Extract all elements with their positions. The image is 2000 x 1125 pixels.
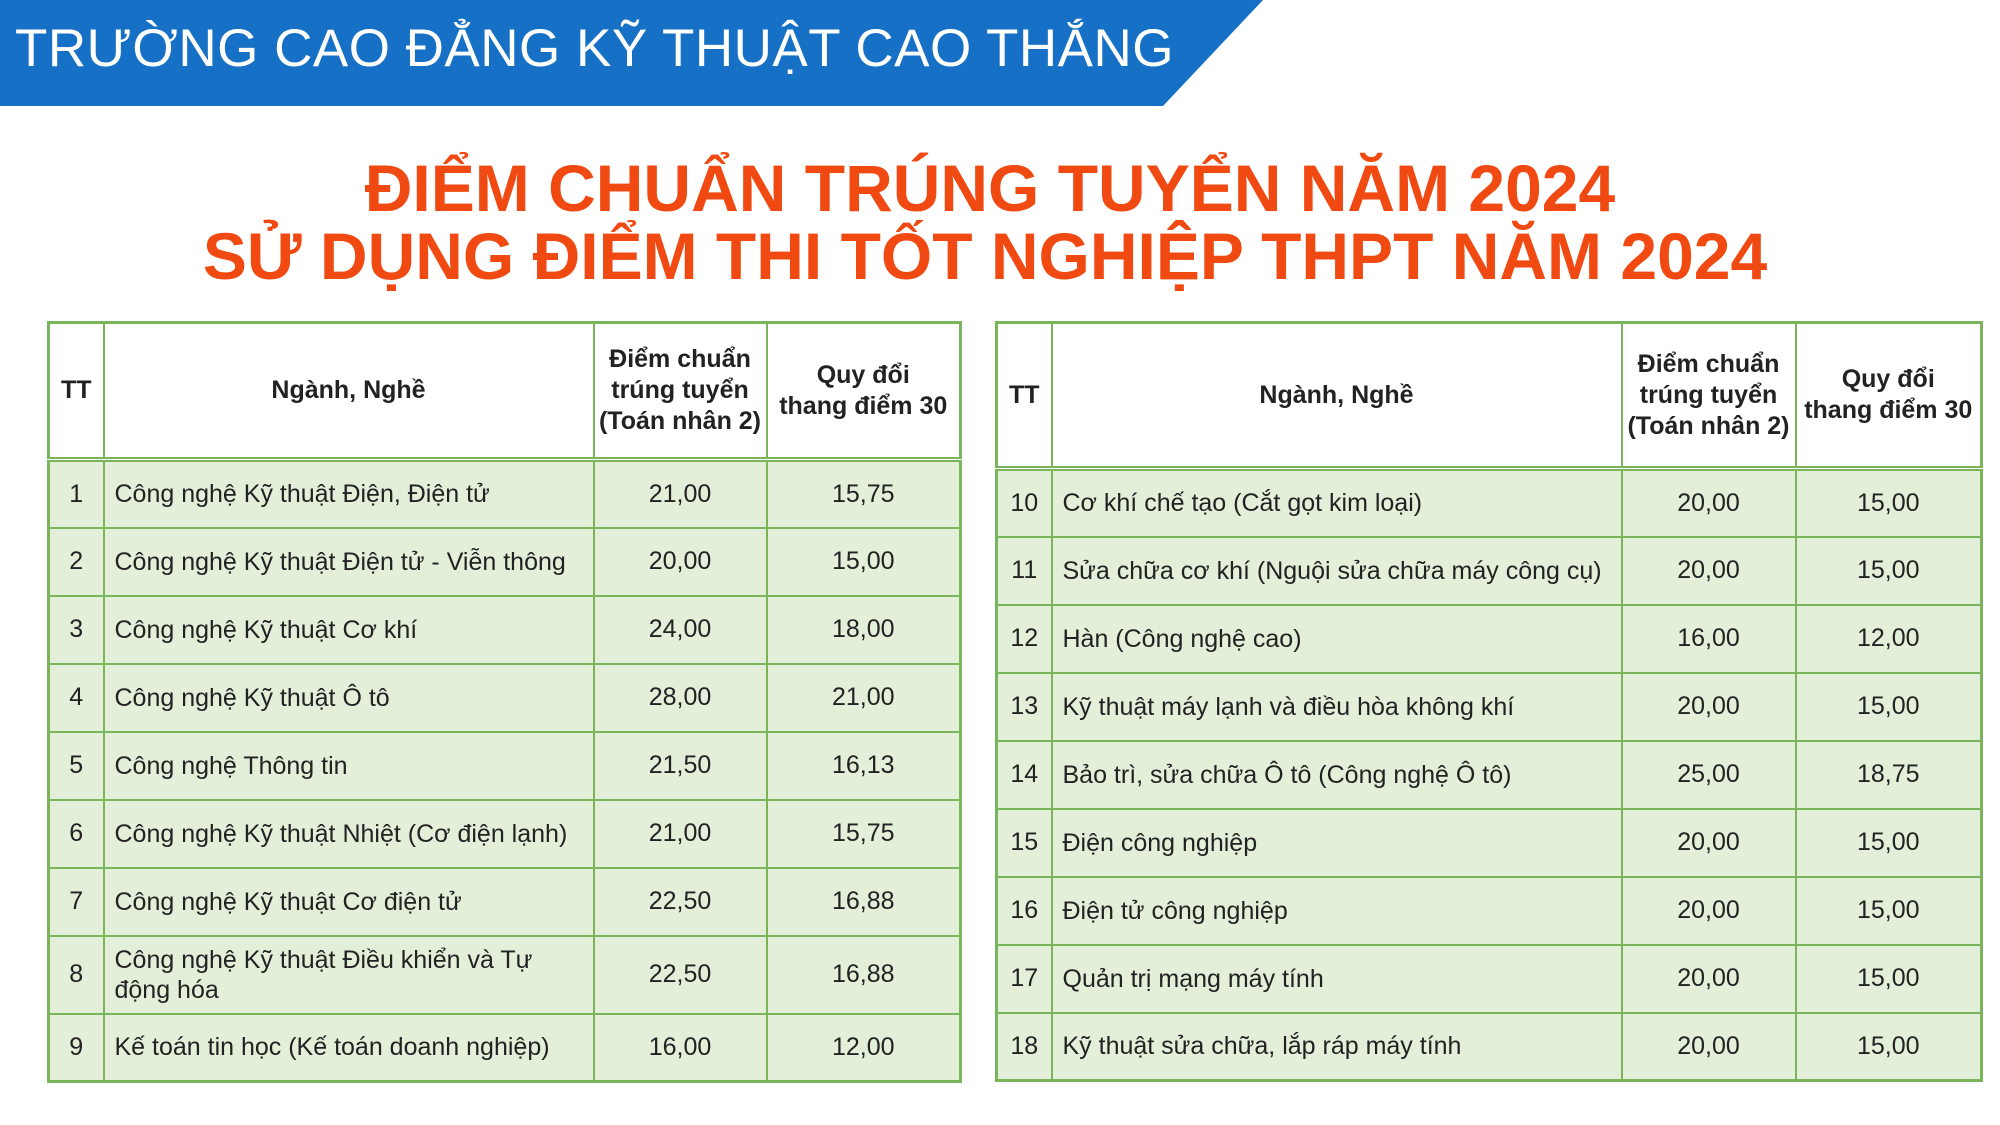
table-row	[997, 673, 1982, 741]
col-header-converted	[1796, 323, 1982, 469]
col-header-score-line3: (Toán nhân 2)	[1627, 411, 1790, 440]
row-converted: 12,00	[767, 1014, 961, 1082]
col-header-major: Ngành, Nghề	[1052, 323, 1622, 469]
page-title: ĐIỂM CHUẨN TRÚNG TUYỂN NĂM 2024	[364, 151, 1616, 225]
row-converted: 16,88	[767, 868, 961, 936]
row-major: Cơ khí chế tạo (Cắt gọt kim loại)	[1052, 469, 1622, 537]
school-name: TRƯỜNG CAO ĐẲNG KỸ THUẬT CAO THẮNG	[15, 19, 1175, 78]
table-row	[997, 809, 1982, 877]
row-major: Công nghệ Kỹ thuật Điện, Điện tử	[104, 460, 594, 528]
row-number: 11	[997, 537, 1052, 605]
col-header-major: Ngành, Nghề	[104, 323, 594, 460]
col-header-converted-line2: thang điểm 30	[779, 391, 948, 420]
row-major: Công nghệ Kỹ thuật Điện tử - Viễn thông	[104, 528, 594, 596]
row-score: 22,50	[594, 868, 767, 936]
row-number: 13	[997, 673, 1052, 741]
row-number: 2	[49, 528, 104, 596]
col-header-converted-line2: thang điểm 30	[1804, 396, 1973, 424]
row-score: 21,00	[594, 460, 767, 528]
row-converted: 15,75	[767, 800, 961, 868]
row-number: 9	[49, 1014, 104, 1082]
row-converted: 18,00	[767, 596, 961, 664]
row-score: 20,00	[1622, 945, 1796, 1013]
row-number: 17	[997, 945, 1052, 1013]
row-major: Công nghệ Kỹ thuật Điều khiển và Tự động hóa	[104, 936, 594, 1014]
row-major: Kế toán tin học (Kế toán doanh nghiệp)	[104, 1014, 594, 1082]
row-score: 20,00	[1622, 1013, 1796, 1081]
col-header-converted-line1: Quy đổi	[1841, 365, 1935, 393]
score-table-left	[47, 321, 962, 1083]
table-row	[49, 664, 961, 732]
row-number: 6	[49, 800, 104, 868]
col-header-score-line2: trúng tuyển	[1639, 380, 1778, 409]
row-number: 15	[997, 809, 1052, 877]
row-converted: 15,75	[767, 460, 961, 528]
row-number: 1	[49, 460, 104, 528]
row-number: 16	[997, 877, 1052, 945]
row-major: Hàn (Công nghệ cao)	[1052, 605, 1622, 673]
table-row	[997, 537, 1982, 605]
row-score: 20,00	[1622, 537, 1796, 605]
row-number: 4	[49, 664, 104, 732]
row-major: Điện công nghiệp	[1052, 809, 1622, 877]
row-converted: 12,00	[1796, 605, 1982, 673]
row-major: Công nghệ Kỹ thuật Nhiệt (Cơ điện lạnh)	[104, 800, 594, 868]
score-table-right	[995, 321, 1983, 1082]
table-header-row	[997, 323, 1982, 469]
row-score: 20,00	[1622, 673, 1796, 741]
row-score: 20,00	[1622, 877, 1796, 945]
row-number: 7	[49, 868, 104, 936]
row-converted: 16,13	[767, 732, 961, 800]
row-score: 16,00	[594, 1014, 767, 1082]
table-row	[997, 605, 1982, 673]
table-row	[49, 800, 961, 868]
row-converted: 15,00	[1796, 877, 1982, 945]
table-row	[997, 469, 1982, 537]
row-converted: 21,00	[767, 664, 961, 732]
row-score: 20,00	[1622, 469, 1796, 537]
row-score: 21,50	[594, 732, 767, 800]
row-major: Kỹ thuật máy lạnh và điều hòa không khí	[1052, 673, 1622, 741]
col-header-tt: TT	[49, 323, 104, 460]
row-number: 12	[997, 605, 1052, 673]
col-header-score-line1: Điểm chuẩn	[609, 345, 751, 373]
row-converted: 15,00	[1796, 945, 1982, 1013]
row-major: Kỹ thuật sửa chữa, lắp ráp máy tính	[1052, 1013, 1622, 1081]
col-header-score-line3: (Toán nhân 2)	[598, 407, 762, 435]
row-major: Công nghệ Kỹ thuật Ô tô	[104, 664, 594, 732]
table-row	[997, 877, 1982, 945]
col-header-converted	[767, 323, 961, 460]
row-converted: 15,00	[767, 528, 961, 596]
row-converted: 18,75	[1796, 741, 1982, 809]
col-header-score-line1: Điểm chuẩn	[1637, 349, 1780, 378]
col-header-converted-line1: Quy đổi	[816, 360, 910, 389]
row-score: 24,00	[594, 596, 767, 664]
row-major: Công nghệ Kỹ thuật Cơ điện tử	[104, 868, 594, 936]
table-row	[49, 460, 961, 528]
row-number: 10	[997, 469, 1052, 537]
table-row	[49, 936, 961, 1014]
row-number: 5	[49, 732, 104, 800]
table-row	[49, 1014, 961, 1082]
row-score: 20,00	[1622, 809, 1796, 877]
table-row	[49, 596, 961, 664]
row-score: 22,50	[594, 936, 767, 1014]
row-major: Công nghệ Thông tin	[104, 732, 594, 800]
row-number: 8	[49, 936, 104, 1014]
row-converted: 15,00	[1796, 809, 1982, 877]
row-score: 21,00	[594, 800, 767, 868]
row-major: Sửa chữa cơ khí (Nguội sửa chữa máy công cụ)	[1052, 537, 1622, 605]
col-header-score	[594, 323, 767, 460]
table-row	[49, 528, 961, 596]
row-major: Bảo trì, sửa chữa Ô tô (Công nghệ Ô tô)	[1052, 741, 1622, 809]
table-header-row	[49, 323, 961, 460]
row-converted: 15,00	[1796, 673, 1982, 741]
table-row	[49, 732, 961, 800]
row-score: 16,00	[1622, 605, 1796, 673]
row-score: 20,00	[594, 528, 767, 596]
table-row	[49, 868, 961, 936]
table-row	[997, 1013, 1982, 1081]
row-number: 18	[997, 1013, 1052, 1081]
col-header-score-line2: trúng tuyển	[611, 376, 749, 404]
row-converted: 15,00	[1796, 1013, 1982, 1081]
row-number: 3	[49, 596, 104, 664]
table-row	[997, 945, 1982, 1013]
row-converted: 16,88	[767, 936, 961, 1014]
row-converted: 15,00	[1796, 537, 1982, 605]
row-number: 14	[997, 741, 1052, 809]
row-major: Điện tử công nghiệp	[1052, 877, 1622, 945]
row-score: 25,00	[1622, 741, 1796, 809]
row-major: Công nghệ Kỹ thuật Cơ khí	[104, 596, 594, 664]
page-subtitle: SỬ DỤNG ĐIỂM THI TỐT NGHIỆP THPT NĂM 2024	[202, 219, 1768, 293]
col-header-tt: TT	[997, 323, 1052, 469]
col-header-score	[1622, 323, 1796, 469]
row-score: 28,00	[594, 664, 767, 732]
row-major: Quản trị mạng máy tính	[1052, 945, 1622, 1013]
table-row	[997, 741, 1982, 809]
row-converted: 15,00	[1796, 469, 1982, 537]
